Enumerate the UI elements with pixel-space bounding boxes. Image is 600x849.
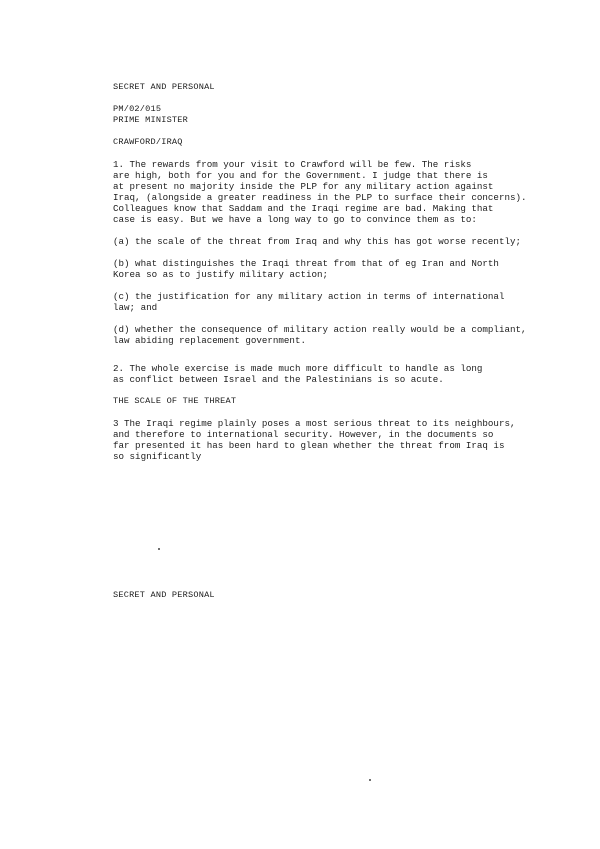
point-c-line: law; and	[113, 302, 158, 313]
classification-header: SECRET AND PERSONAL	[113, 82, 215, 92]
point-a: (a) the scale of the threat from Iraq and why this has got worse recently;	[113, 236, 521, 247]
scan-speck	[369, 779, 371, 781]
paragraph3-line: far presented it has been hard to glean whether the threat from Iraq is	[113, 440, 505, 451]
point-c-line: (c) the justification for any military action in terms of international	[113, 291, 505, 302]
point-b-line: Korea so as to justify military action;	[113, 269, 329, 280]
paragraph1-line: Iraq, (alongside a greater readiness in the PLP to surface their concerns).	[113, 192, 527, 203]
paragraph2-line: 2. The whole exercise is made much more difficult to handle as long	[113, 363, 483, 374]
addressee: PRIME MINISTER	[113, 115, 188, 125]
classification-footer: SECRET AND PERSONAL	[113, 590, 215, 600]
paragraph1-line: are high, both for you and for the Government. I judge that there is	[113, 170, 488, 181]
paragraph1-line: at present no majority inside the PLP for any military action against	[113, 181, 494, 192]
point-b-line: (b) what distinguishes the Iraqi threat from that of eg Iran and North	[113, 258, 499, 269]
point-d-line: law abiding replacement government.	[113, 335, 306, 346]
section-heading: THE SCALE OF THE THREAT	[113, 396, 237, 406]
paragraph3-line: and therefore to international security. However, in the documents so	[113, 429, 494, 440]
scan-speck	[158, 548, 160, 550]
paragraph1-line: 1. The rewards from your visit to Crawford will be few. The risks	[113, 159, 472, 170]
subject-heading: CRAWFORD/IRAQ	[113, 137, 183, 147]
paragraph3-line: so significantly	[113, 451, 202, 462]
paragraph3-line: 3 The Iraqi regime plainly poses a most serious threat to its neighbours,	[113, 418, 516, 429]
reference-number: PM/02/015	[113, 104, 162, 114]
point-d-line: (d) whether the consequence of military action really would be a compliant,	[113, 324, 527, 335]
paragraph1-line: Colleagues know that Saddam and the Iraqi regime are bad. Making that	[113, 203, 494, 214]
paragraph1-line: case is easy. But we have a long way to go to convince them as to:	[113, 214, 477, 225]
paragraph2-line: as conflict between Israel and the Palestinians is so acute.	[113, 374, 444, 385]
